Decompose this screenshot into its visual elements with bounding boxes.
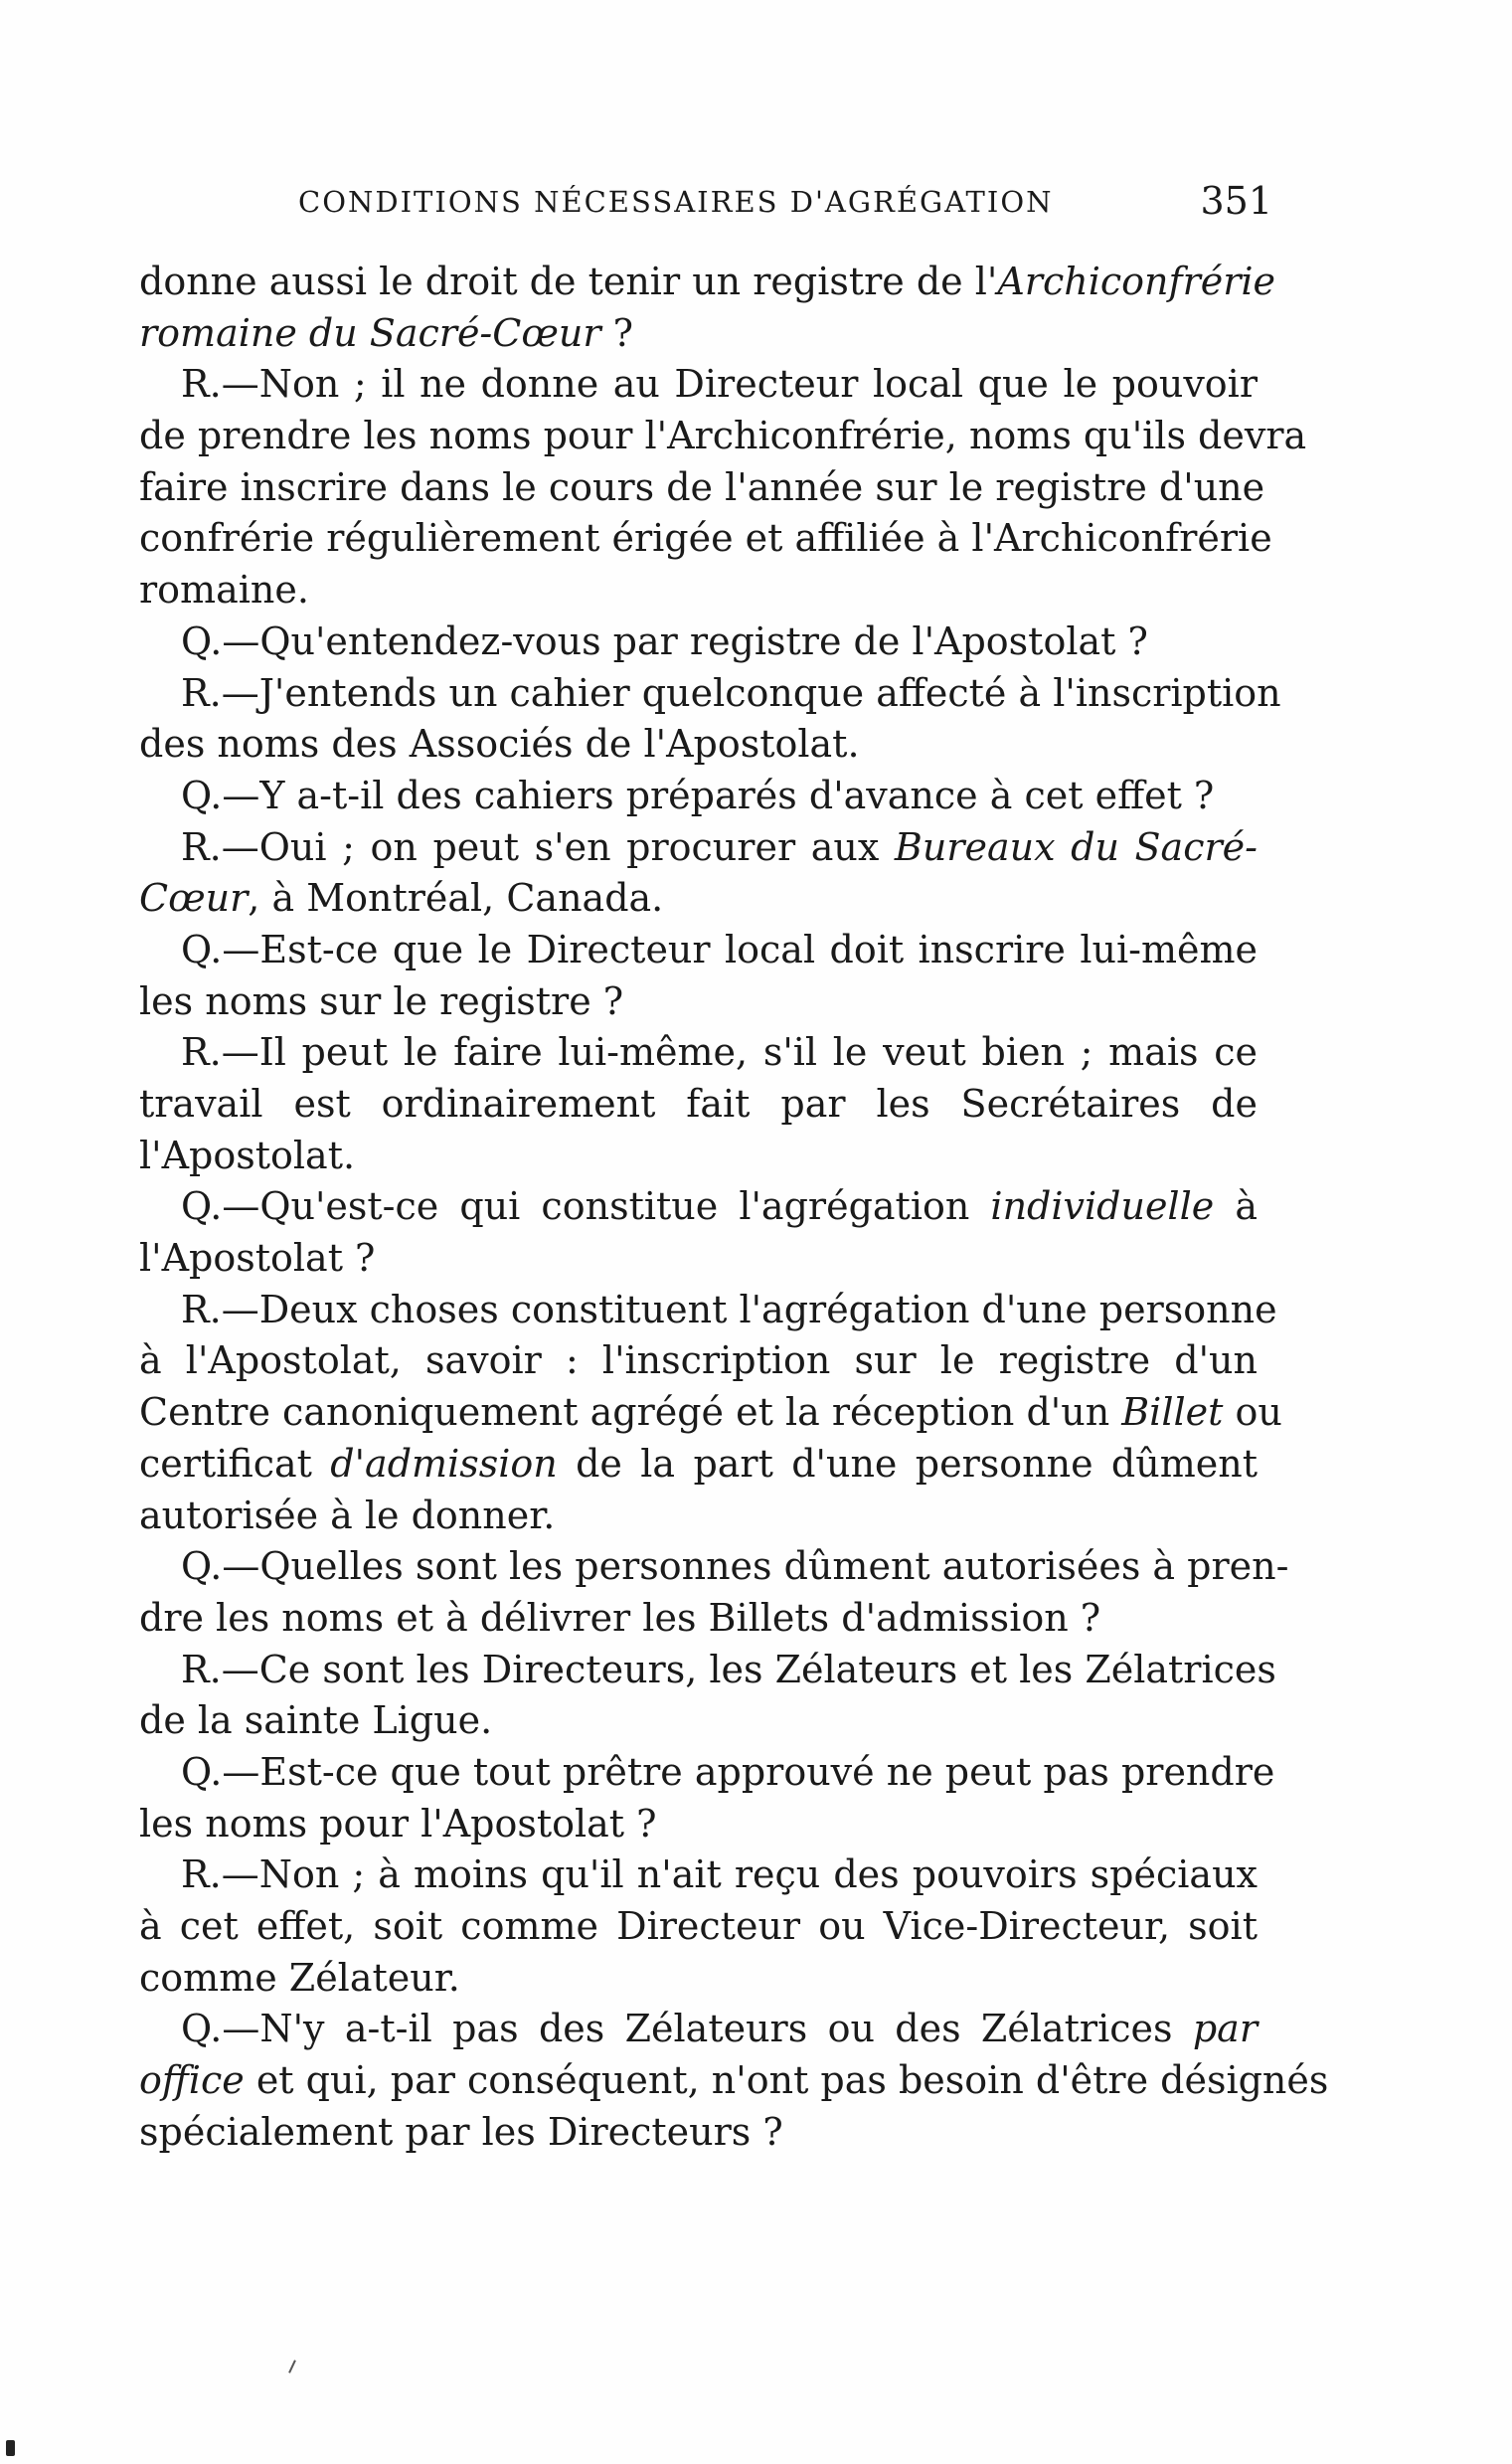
- text-line: faire inscrire dans le cours de l'année sur le registre d'une: [139, 464, 1265, 509]
- text-line: confrérie régulièrement érigée et affiliée à l'Archiconfrérie: [139, 516, 1272, 561]
- text-line: l'Apostolat.: [139, 1133, 356, 1177]
- answer-line: R.—Oui ; on peut s'en procurer aux Bureaux du Sacré-: [181, 824, 1258, 869]
- text-line: autorisée à le donner.: [139, 1493, 556, 1537]
- text-line: les noms sur le registre ?: [139, 978, 624, 1023]
- question-line: Q.—Qu'est-ce qui constitue l'agrégation individuelle à: [181, 1184, 1258, 1229]
- text-line: à l'Apostolat, savoir : l'inscription sur le registre d'un: [139, 1338, 1258, 1383]
- text-line: des noms des Associés de l'Apostolat.: [139, 722, 860, 767]
- question-line: Q.—Y a-t-il des cahiers préparés d'avance à cet effet ?: [181, 773, 1215, 817]
- scan-blot: [6, 2440, 15, 2456]
- question-line: Q.—Est-ce que le Directeur local doit inscrire lui-même: [181, 927, 1258, 971]
- answer-line: R.—Ce sont les Directeurs, les Zélateurs et les Zélatrices: [181, 1647, 1276, 1691]
- answer-line: R.—Non ; à moins qu'il n'ait reçu des pouvoirs spéciaux: [181, 1852, 1258, 1897]
- text-line: donne aussi le droit de tenir un registre de l'Archiconfrérie: [139, 260, 1276, 303]
- question-line: Q.—N'y a-t-il pas des Zélateurs ou des Zélatrices par: [181, 2007, 1258, 2051]
- text-line: dre les noms et à délivrer les Billets d'admission ?: [139, 1595, 1101, 1640]
- running-head: CONDITIONS NÉCESSAIRES D'AGRÉGATION: [298, 185, 1054, 219]
- answer-line: R.—Il peut le faire lui-même, s'il le veut bien ; mais ce: [181, 1030, 1258, 1075]
- text-line: romaine.: [139, 568, 309, 613]
- text-line: les noms pour l'Apostolat ?: [139, 1801, 657, 1846]
- stray-mark: [288, 2360, 296, 2374]
- text-line: l'Apostolat ?: [139, 1236, 376, 1281]
- question-line: Q.—Est-ce que tout prêtre approuvé ne peut pas prendre: [181, 1749, 1275, 1794]
- text-line: travail est ordinairement fait par les Secrétaires de: [139, 1082, 1258, 1126]
- text-line: Cœur, à Montréal, Canada.: [139, 876, 664, 921]
- text-line: de la sainte Ligue.: [139, 1698, 493, 1743]
- question-line: Q.—Qu'entendez-vous par registre de l'Apostolat ?: [181, 618, 1148, 663]
- question-line: Q.—Quelles sont les personnes dûment autorisées à pren-: [181, 1544, 1289, 1589]
- answer-line: R.—Deux choses constituent l'agrégation d'une personne: [181, 1287, 1277, 1331]
- text-line: comme Zélateur.: [139, 1955, 460, 2000]
- answer-line: R.—Non ; il ne donne au Directeur local que le pouvoir: [181, 362, 1258, 407]
- text-line: romaine du Sacré-Cœur ?: [139, 310, 634, 355]
- text-line: spécialement par les Directeurs ?: [139, 2109, 783, 2154]
- text-line: certificat d'admission de la part d'une personne dûment: [139, 1441, 1258, 1486]
- body-text: [139, 257, 1329, 2158]
- text-line: Centre canoniquement agrégé et la réception d'un Billet ou: [139, 1390, 1282, 1435]
- text-line: de prendre les noms pour l'Archiconfrérie, noms qu'ils devra: [139, 414, 1307, 458]
- page-header: [298, 179, 1272, 235]
- answer-line: R.—J'entends un cahier quelconque affecté à l'inscription: [181, 670, 1281, 715]
- page-number: 351: [1200, 179, 1272, 223]
- text-line: à cet effet, soit comme Directeur ou Vice-Directeur, soit: [139, 1904, 1258, 1948]
- text-line: office et qui, par conséquent, n'ont pas besoin d'être désignés: [139, 2058, 1329, 2103]
